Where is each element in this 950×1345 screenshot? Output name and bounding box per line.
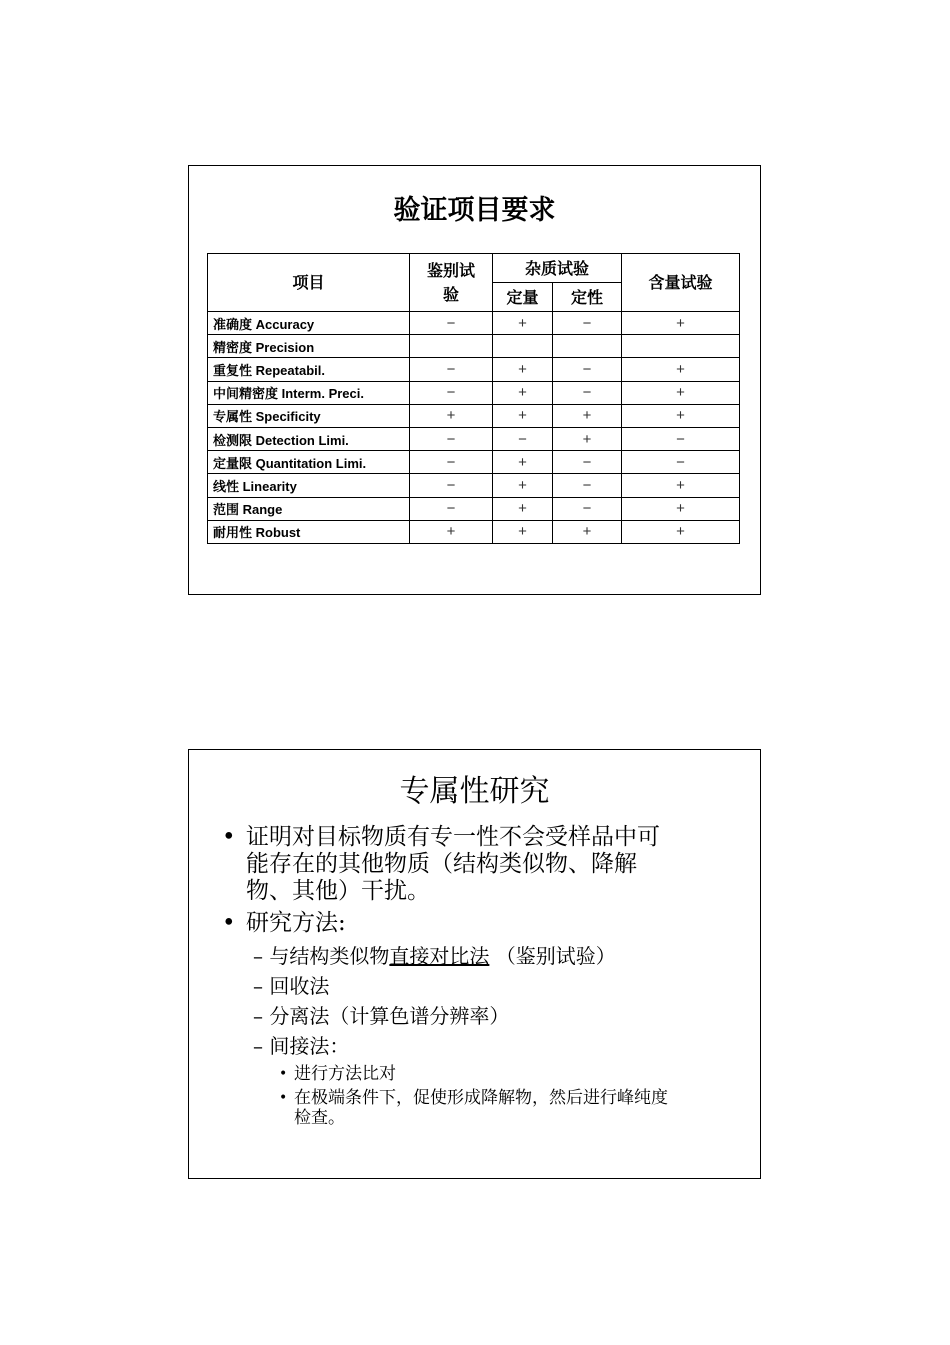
row-label: 中间精密度 Interm. Preci.	[208, 381, 410, 404]
cell-quantitative: +	[493, 451, 553, 474]
method-direct-comparison	[253, 943, 616, 969]
indirect-degradation-check-line2: 检查。	[294, 1108, 345, 1128]
method-direct-comparison-pre: 与结构类似物	[269, 944, 390, 968]
header-identification	[410, 254, 493, 312]
cell-qualitative	[553, 335, 622, 358]
cell-assay: −	[622, 451, 740, 474]
bullet-definition-line3: 物、其他）干扰。	[246, 878, 430, 904]
cell-identification: +	[410, 520, 493, 543]
table-row	[208, 381, 740, 404]
method-recovery	[253, 973, 329, 999]
indirect-degradation-check-text	[294, 1088, 734, 1128]
cell-quantitative	[493, 335, 553, 358]
method-indirect-text: 间接法：	[269, 1034, 350, 1058]
row-label: 检测限 Detection Limi.	[208, 427, 410, 450]
bullet-definition-line2: 能存在的其他物质（结构类似物、降解	[246, 851, 637, 877]
cell-qualitative: −	[553, 312, 622, 335]
cell-identification: −	[410, 497, 493, 520]
requirements-table	[207, 253, 740, 544]
bullet-dot: •	[222, 824, 236, 850]
cell-quantitative: +	[493, 474, 553, 497]
cell-assay	[622, 335, 740, 358]
dash-mark: –	[253, 1034, 263, 1058]
dash-mark: –	[253, 974, 263, 998]
cell-qualitative: +	[553, 427, 622, 450]
cell-identification: −	[410, 358, 493, 381]
row-label: 重复性 Repeatabil.	[208, 358, 410, 381]
method-direct-comparison-post: （鉴别试验）	[489, 944, 616, 968]
indirect-method-comparison-text: 进行方法比对	[294, 1064, 396, 1084]
dash-mark: –	[253, 1004, 263, 1028]
dash-mark: –	[253, 944, 263, 968]
bullet-methods-text: 研究方法:	[246, 910, 346, 936]
slide-validation-requirements	[188, 165, 761, 595]
cell-quantitative: +	[493, 381, 553, 404]
table-row	[208, 404, 740, 427]
header-impurity: 杂质试验	[493, 254, 622, 283]
cell-assay: +	[622, 381, 740, 404]
table-row	[208, 474, 740, 497]
cell-qualitative: −	[553, 358, 622, 381]
bullet-dot: •	[279, 1090, 288, 1106]
cell-assay: +	[622, 474, 740, 497]
cell-identification: −	[410, 312, 493, 335]
cell-assay: +	[622, 404, 740, 427]
method-separation-text: 分离法（计算色谱分辨率）	[269, 1004, 510, 1028]
cell-identification: −	[410, 381, 493, 404]
header-assay: 含量试验	[622, 254, 740, 312]
table-row	[208, 520, 740, 543]
header-qualitative: 定性	[553, 283, 622, 312]
table-row	[208, 451, 740, 474]
method-direct-comparison-underlined: 直接对比法	[389, 944, 490, 968]
table-row	[208, 427, 740, 450]
row-label: 专属性 Specificity	[208, 404, 410, 427]
row-label: 耐用性 Robust	[208, 520, 410, 543]
row-label: 线性 Linearity	[208, 474, 410, 497]
cell-qualitative: −	[553, 497, 622, 520]
row-label: 准确度 Accuracy	[208, 312, 410, 335]
table-row	[208, 497, 740, 520]
cell-identification: +	[410, 404, 493, 427]
cell-quantitative: −	[493, 427, 553, 450]
cell-qualitative: −	[553, 451, 622, 474]
cell-assay: +	[622, 312, 740, 335]
cell-assay: +	[622, 497, 740, 520]
method-indirect	[253, 1033, 349, 1059]
method-recovery-text: 回收法	[269, 974, 330, 998]
cell-identification	[410, 335, 493, 358]
slide-specificity-study	[188, 749, 761, 1179]
cell-identification: −	[410, 451, 493, 474]
slide1-title: 验证项目要求	[393, 195, 556, 226]
row-label: 定量限 Quantitation Limi.	[208, 451, 410, 474]
table-row	[208, 358, 740, 381]
bullet-definition-text	[246, 824, 746, 905]
header-item: 项目	[208, 254, 410, 312]
row-label: 范围 Range	[208, 497, 410, 520]
cell-qualitative: +	[553, 404, 622, 427]
indirect-degradation-check-line1: 在极端条件下，促使形成降解物，然后进行峰纯度	[294, 1088, 668, 1108]
bullet-dot: •	[222, 910, 236, 936]
cell-qualitative: +	[553, 520, 622, 543]
slide2-title: 专属性研究	[399, 774, 550, 809]
method-separation	[253, 1003, 509, 1029]
cell-assay: +	[622, 358, 740, 381]
cell-assay: −	[622, 427, 740, 450]
row-label: 精密度 Precision	[208, 335, 410, 358]
table-row	[208, 335, 740, 358]
cell-quantitative: +	[493, 520, 553, 543]
cell-quantitative: +	[493, 404, 553, 427]
cell-qualitative: −	[553, 381, 622, 404]
cell-qualitative: −	[553, 474, 622, 497]
table-row	[208, 312, 740, 335]
cell-identification: −	[410, 427, 493, 450]
cell-assay: +	[622, 520, 740, 543]
header-identification-text: 鉴别试验	[426, 260, 475, 304]
bullet-dot: •	[279, 1066, 288, 1082]
header-quantitative: 定量	[493, 283, 553, 312]
bullet-definition-line1: 证明对目标物质有专一性不会受样品中可	[246, 824, 660, 850]
cell-quantitative: +	[493, 358, 553, 381]
table-header-row	[208, 254, 740, 283]
cell-identification: −	[410, 474, 493, 497]
cell-quantitative: +	[493, 312, 553, 335]
cell-quantitative: +	[493, 497, 553, 520]
